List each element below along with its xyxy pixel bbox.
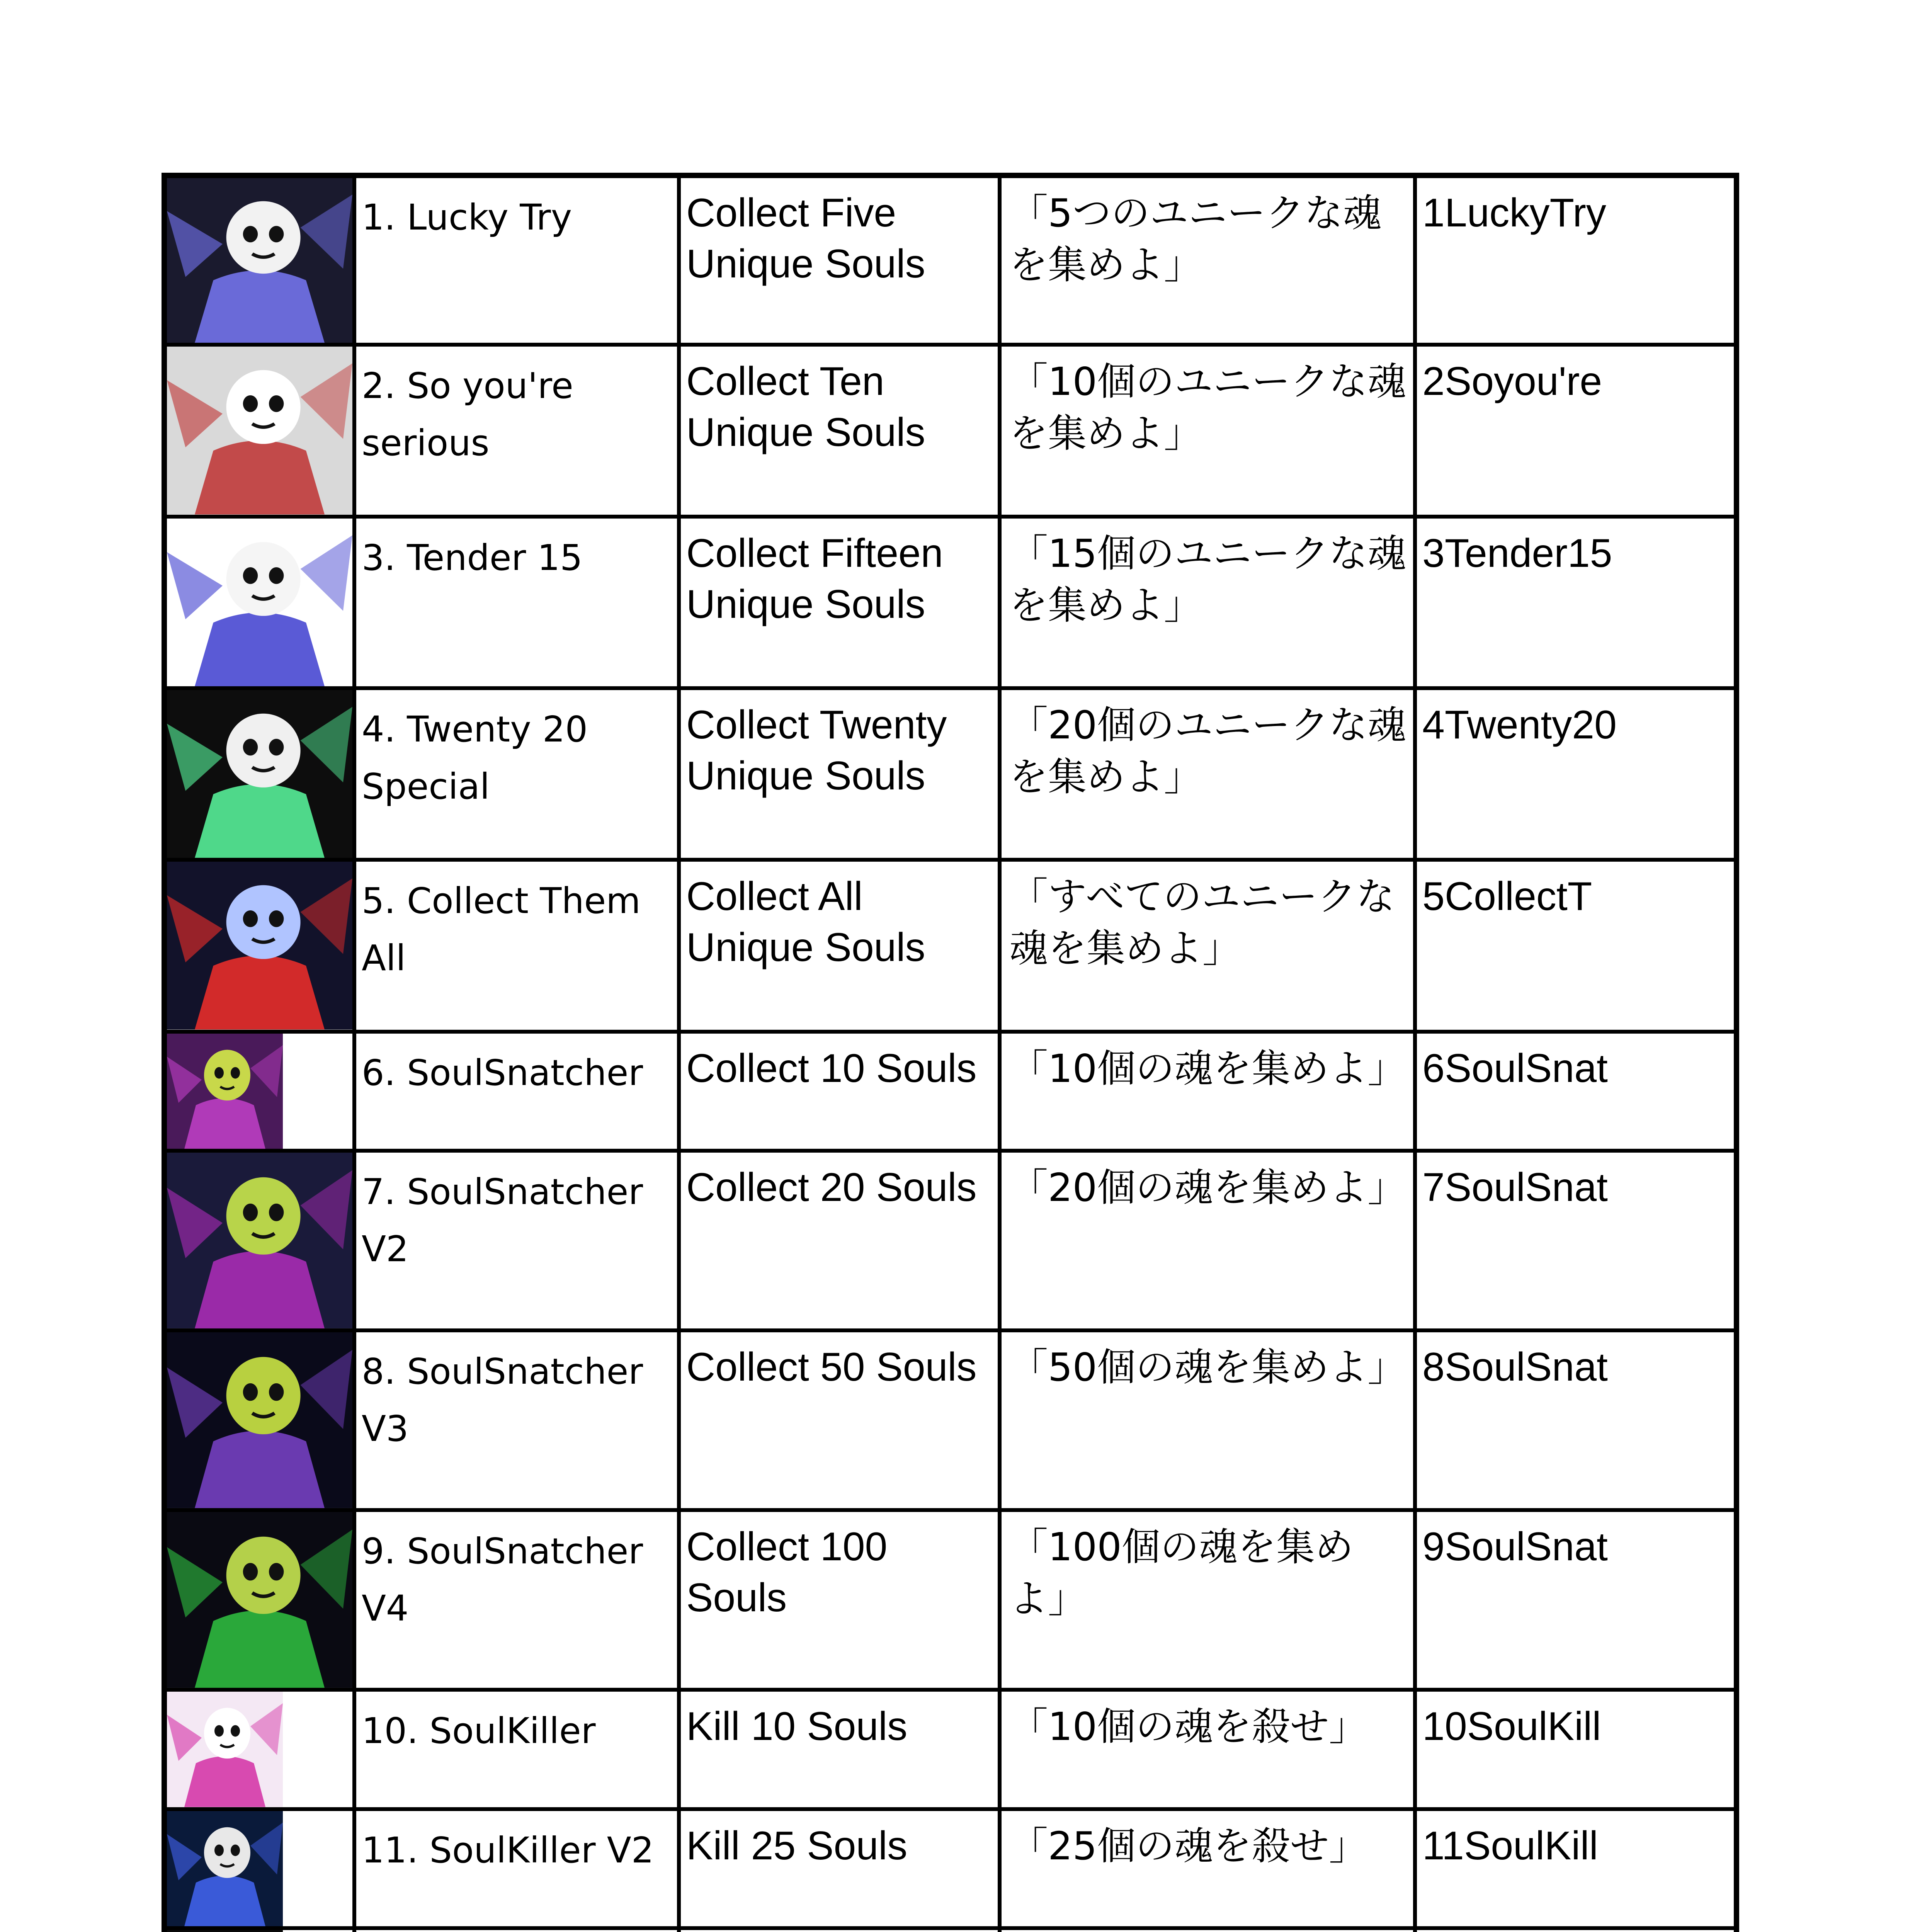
achievement-description: Collect Ten Unique Souls (686, 359, 925, 455)
achievement-code-cell (1415, 1330, 1736, 1510)
achievement-row (164, 1330, 1736, 1510)
achievement-name-cell (354, 1330, 679, 1510)
achievement-description-cell (679, 1510, 1000, 1690)
achievement-code-cell (1415, 1928, 1736, 1932)
achievement-code-cell (1415, 175, 1736, 345)
achievement-description-japanese: 「10個の魂を殺せ」 (1009, 1704, 1368, 1750)
achievement-thumbnail-icon (167, 1034, 283, 1149)
achievement-description-japanese: 「10個の魂を集めよ」 (1009, 1046, 1406, 1091)
achievement-code: 6SoulSnat (1422, 1046, 1608, 1091)
achievement-description: Kill 10 Souls (686, 1704, 908, 1749)
achievement-description: Collect Fifteen Unique Souls (686, 531, 943, 627)
achievement-description: Collect Twenty Unique Souls (686, 702, 947, 798)
achievement-code: 10SoulKill (1422, 1704, 1601, 1749)
achievement-name (356, 1930, 677, 1932)
achievement-thumbnail-icon (167, 1692, 283, 1807)
achievement-description: Kill 25 Souls (686, 1823, 908, 1868)
achievement-code: 8SoulSnat (1422, 1345, 1608, 1390)
achievement-thumbnail-cell (164, 1809, 354, 1929)
achievement-description-cell (679, 345, 1000, 516)
achievement-row (164, 517, 1736, 688)
achievement-row (164, 1032, 1736, 1151)
achievement-name: 3. Tender 15 (362, 537, 583, 578)
achievement-description-japanese: 「10個のユニークな魂を集めよ」 (1009, 359, 1406, 456)
achievement-row (164, 1151, 1736, 1330)
achievement-row (164, 175, 1736, 345)
achievement-code: 2Soyou're (1422, 359, 1602, 404)
achievement-description: Collect Five Unique Souls (686, 190, 925, 286)
achievement-description-japanese-cell (1000, 860, 1415, 1031)
achievement-code-cell (1415, 860, 1736, 1031)
achievement-row (164, 345, 1736, 516)
achievement-description-cell (679, 1032, 1000, 1151)
achievement-description-cell (679, 1690, 1000, 1809)
achievement-row (164, 860, 1736, 1031)
achievements-table (162, 173, 1739, 1932)
achievement-thumbnail-cell (164, 1151, 354, 1330)
achievement-description-japanese-cell (1000, 175, 1415, 345)
achievement-description-cell (679, 1928, 1000, 1932)
achievement-description: Collect 20 Souls (686, 1165, 977, 1210)
achievement-name: 10. SoulKiller (362, 1710, 596, 1752)
achievement-name: 1. Lucky Try (362, 197, 572, 238)
achievement-thumbnail-icon (167, 690, 352, 858)
achievement-code-cell (1415, 688, 1736, 860)
achievement-row (164, 1690, 1736, 1809)
achievement-name-cell (354, 860, 679, 1031)
achievement-code-cell (1415, 1510, 1736, 1690)
achievement-code: 5CollectT (1422, 874, 1592, 919)
achievement-description-japanese: 「20個の魂を集めよ」 (1009, 1165, 1406, 1211)
achievement-description-japanese-cell (1000, 1032, 1415, 1151)
achievement-thumbnail-icon (167, 1332, 352, 1508)
achievement-name-cell (354, 1809, 679, 1929)
achievement-description: Collect 50 Souls (686, 1345, 977, 1390)
achievement-description-japanese-cell (1000, 1330, 1415, 1510)
achievement-code (1417, 1930, 1734, 1932)
achievement-description-japanese: 「20個のユニークな魂を集めよ」 (1009, 702, 1406, 799)
achievement-description-japanese-cell (1000, 1809, 1415, 1929)
achievement-description: Collect 100 Souls (686, 1524, 888, 1621)
achievement-code-cell (1415, 1032, 1736, 1151)
achievement-thumbnail-icon (167, 1153, 352, 1328)
achievement-description-cell (679, 860, 1000, 1031)
achievement-thumbnail-icon (167, 519, 352, 686)
achievement-thumbnail-cell (164, 860, 354, 1031)
achievement-thumbnail-cell (164, 1032, 354, 1151)
achievement-code-cell (1415, 1809, 1736, 1929)
achievement-name-cell (354, 345, 679, 516)
achievement-description-japanese-cell (1000, 1928, 1415, 1932)
achievement-name: 6. SoulSnatcher (362, 1052, 643, 1094)
achievement-description-japanese: 「100個の魂を集めよ」 (1009, 1524, 1354, 1622)
achievement-name-cell (354, 175, 679, 345)
achievement-description-cell (679, 175, 1000, 345)
achievement-thumbnail-icon (167, 178, 352, 343)
achievement-description-japanese: 「50個の魂を集めよ」 (1009, 1345, 1406, 1390)
achievement-thumbnail-cell (164, 1690, 354, 1809)
achievement-description-cell (679, 1151, 1000, 1330)
achievement-thumbnail-icon (167, 1930, 283, 1932)
achievement-name-cell (354, 1151, 679, 1330)
achievement-code: 9SoulSnat (1422, 1524, 1608, 1570)
achievement-name: 2. So you're serious (362, 365, 573, 464)
achievement-description-japanese-cell (1000, 688, 1415, 860)
achievement-description-cell (679, 688, 1000, 860)
achievement-name: 4. Twenty 20 Special (362, 708, 588, 807)
achievement-thumbnail-cell (164, 1510, 354, 1690)
achievement-description-cell (679, 1809, 1000, 1929)
achievement-name-cell (354, 1928, 679, 1932)
achievement-name: 9. SoulSnatcher V4 (362, 1531, 643, 1629)
achievement-name: 8. SoulSnatcher V3 (362, 1351, 643, 1450)
achievement-code: 1LuckyTry (1422, 190, 1606, 235)
achievement-code: 3Tender15 (1422, 531, 1612, 576)
achievement-thumbnail-cell (164, 688, 354, 860)
achievement-thumbnail-icon (167, 862, 352, 1029)
achievement-name: 5. Collect Them All (362, 880, 641, 979)
achievement-thumbnail-icon (167, 1512, 352, 1688)
achievement-description-japanese-cell (1000, 1510, 1415, 1690)
achievement-description-japanese-cell (1000, 517, 1415, 688)
achievement-code: 7SoulSnat (1422, 1165, 1608, 1210)
achievement-code: 4Twenty20 (1422, 702, 1617, 747)
achievement-thumbnail-icon (167, 1811, 283, 1927)
achievement-code-cell (1415, 517, 1736, 688)
achievement-code-cell (1415, 1151, 1736, 1330)
achievement-description-japanese-cell (1000, 1151, 1415, 1330)
achievement-description-japanese-cell (1000, 1690, 1415, 1809)
achievement-name: 7. SoulSnatcher V2 (362, 1171, 643, 1270)
achievement-description: Collect 10 Souls (686, 1046, 977, 1091)
achievement-name-cell (354, 1032, 679, 1151)
achievement-description-cell (679, 1330, 1000, 1510)
achievement-description: Collect All Unique Souls (686, 874, 925, 970)
achievements-table-body (164, 175, 1736, 1932)
achievement-thumbnail-cell (164, 517, 354, 688)
achievement-description-cell (679, 517, 1000, 688)
achievement-row (164, 1809, 1736, 1929)
achievement-thumbnail-icon (167, 347, 352, 514)
achievement-description-japanese-cell (1000, 345, 1415, 516)
achievement-code-cell (1415, 1690, 1736, 1809)
achievement-description-japanese: 「25個の魂を殺せ」 (1009, 1823, 1368, 1869)
achievement-code-cell (1415, 345, 1736, 516)
achievement-thumbnail-cell (164, 175, 354, 345)
achievement-row (164, 1510, 1736, 1690)
achievement-name: 11. SoulKiller V2 (362, 1829, 654, 1871)
achievement-row (164, 1928, 1736, 1932)
achievement-row (164, 688, 1736, 860)
achievement-description-japanese (1002, 1930, 1413, 1932)
achievement-name-cell (354, 517, 679, 688)
achievement-thumbnail-cell (164, 345, 354, 516)
achievement-description-japanese: 「15個のユニークな魂を集めよ」 (1009, 531, 1406, 628)
achievement-code: 11SoulKill (1422, 1823, 1598, 1868)
achievement-description-japanese: 「5つのユニークな魂を集めよ」 (1009, 190, 1382, 287)
achievement-description-japanese: 「すべてのユニークな魂を集めよ」 (1009, 874, 1395, 971)
achievement-thumbnail-cell (164, 1928, 354, 1932)
achievement-name-cell (354, 1510, 679, 1690)
achievement-name-cell (354, 688, 679, 860)
achievement-name-cell (354, 1690, 679, 1809)
achievement-thumbnail-cell (164, 1330, 354, 1510)
achievement-description (681, 1930, 998, 1932)
